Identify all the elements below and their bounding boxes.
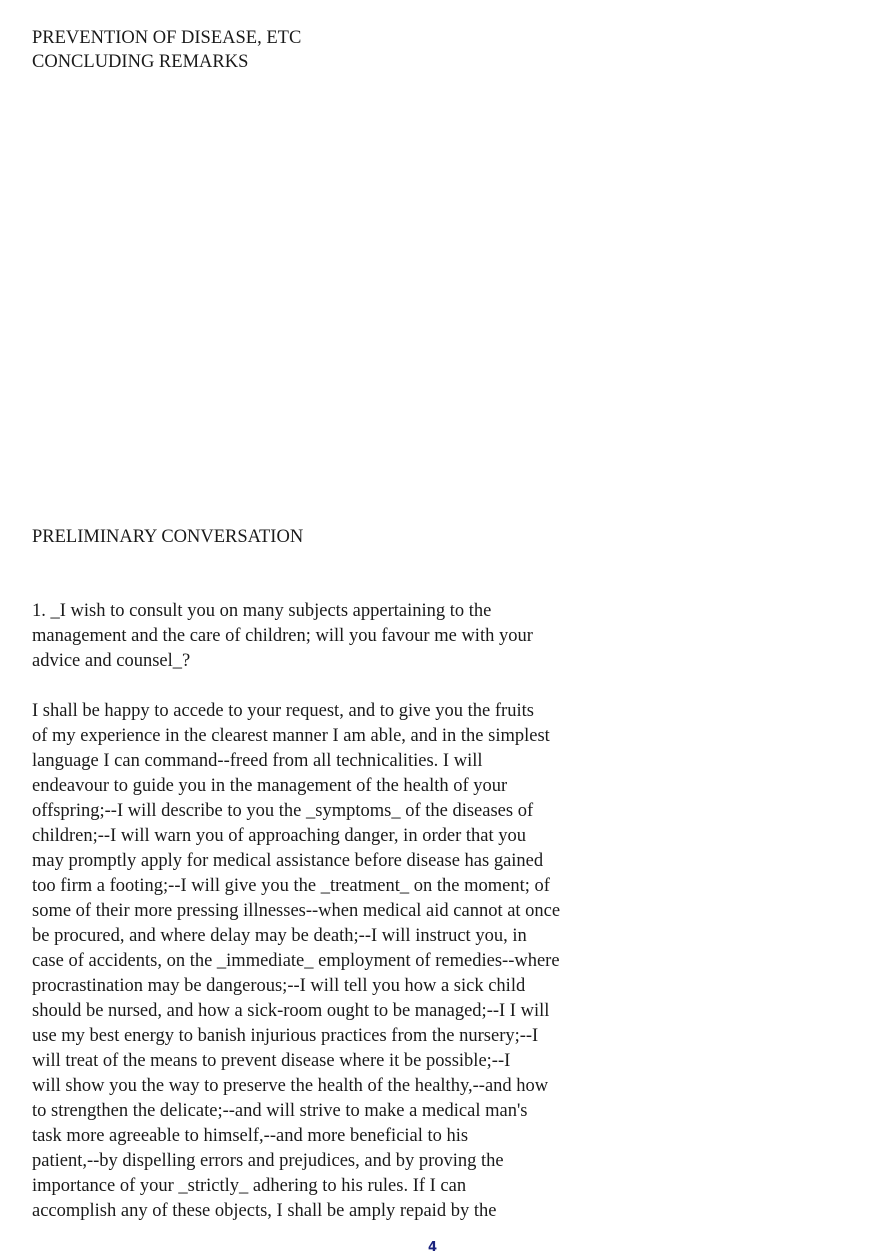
- toc-entry: CONCLUDING REMARKS: [32, 52, 249, 72]
- text-line: use my best energy to banish injurious practices from the nursery;--I: [32, 1026, 539, 1046]
- text-line: endeavour to guide you in the management of the health of your: [32, 776, 508, 796]
- text-line: management and the care of children; will you favour me with your: [32, 626, 533, 646]
- text-line: should be nursed, and how a sick-room ought to be managed;--I I will: [32, 1001, 550, 1021]
- section-heading: PRELIMINARY CONVERSATION: [32, 527, 304, 547]
- text-line: will treat of the means to prevent disease where it be possible;--I: [32, 1051, 511, 1071]
- text-line: will show you the way to preserve the health of the healthy,--and how: [32, 1076, 549, 1096]
- text-line: importance of your _strictly_ adhering to his rules. If I can: [32, 1176, 467, 1196]
- toc-entry: PREVENTION OF DISEASE, ETC: [32, 28, 302, 48]
- text-line: may promptly apply for medical assistance before disease has gained: [32, 851, 544, 871]
- text-line: procrastination may be dangerous;--I will tell you how a sick child: [32, 976, 526, 996]
- text-line: I shall be happy to accede to your request, and to give you the fruits: [32, 701, 534, 721]
- text-line: task more agreeable to himself,--and more beneficial to his: [32, 1126, 469, 1146]
- page-number: 4: [428, 1240, 438, 1255]
- text-line: children;--I will warn you of approaching danger, in order that you: [32, 826, 526, 846]
- text-line: too firm a footing;--I will give you the _treatment_ on the moment; of: [32, 876, 550, 896]
- text-line: offspring;--I will describe to you the _symptoms_ of the diseases of: [32, 801, 534, 821]
- text-line: language I can command--freed from all technicalities. I will: [32, 751, 483, 771]
- text-line: some of their more pressing illnesses--when medical aid cannot at once: [32, 901, 561, 921]
- text-line: to strengthen the delicate;--and will strive to make a medical man's: [32, 1101, 528, 1121]
- text-line: 1. _I wish to consult you on many subjects appertaining to the: [32, 601, 492, 621]
- text-line: be procured, and where delay may be death;--I will instruct you, in: [32, 926, 527, 946]
- text-line: case of accidents, on the _immediate_ employment of remedies--where: [32, 951, 560, 971]
- text-line: patient,--by dispelling errors and prejudices, and by proving the: [32, 1151, 504, 1171]
- text-line: of my experience in the clearest manner I am able, and in the simplest: [32, 726, 550, 746]
- text-line: accomplish any of these objects, I shall be amply repaid by the: [32, 1201, 497, 1221]
- text-line: advice and counsel_?: [32, 651, 191, 671]
